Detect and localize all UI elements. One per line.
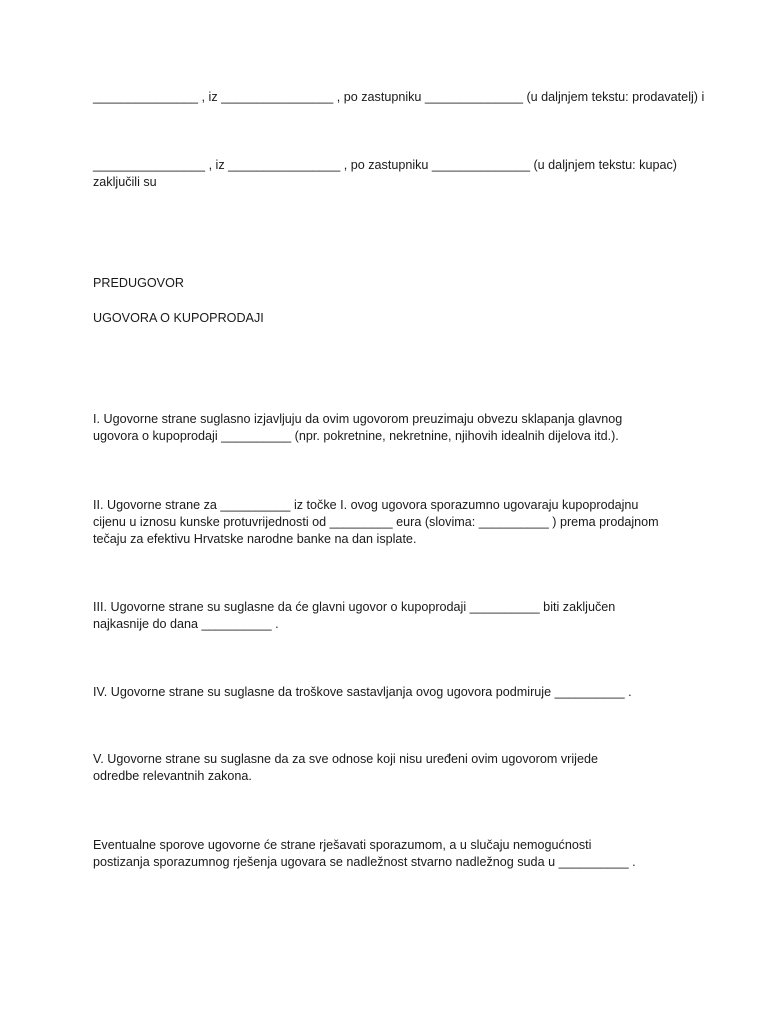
seller-party-paragraph (93, 89, 705, 106)
title-predugovor: PREDUGOVOR (93, 276, 184, 290)
article-5-line: odredbe relevantnih zakona. (93, 769, 252, 783)
disputes-paragraph (93, 837, 683, 871)
article-4-paragraph (93, 684, 683, 701)
concluded-line: zaključili su (93, 175, 157, 189)
article-5-line: V. Ugovorne strane su suglasne da za sve odnose koji nisu uređeni ovim ugovorom vrijede (93, 752, 598, 766)
buyer-party-paragraph (93, 157, 683, 191)
seller-party-line: _______________ , iz ________________ , po zastupniku ______________ (u daljnjem tekstu: prodavatelj) i (93, 90, 705, 104)
article-2-line: tečaju za efektivu Hrvatske narodne banke na dan isplate. (93, 532, 417, 546)
document-subtitle (93, 310, 683, 327)
article-3-paragraph (93, 599, 683, 633)
article-5-paragraph (93, 751, 683, 785)
article-2-line: cijenu u iznosu kunske protuvrijednosti od _________ eura (slovima: __________ ) prema prodajnom (93, 515, 659, 529)
document-title (93, 275, 683, 292)
title-ugovora-o-kupoprodaji: UGOVORA O KUPOPRODAJI (93, 311, 264, 325)
disputes-line: Eventualne sporove ugovorne će strane rješavati sporazumom, a u slučaju nemogućnosti (93, 838, 592, 852)
article-4-line: IV. Ugovorne strane su suglasne da troškove sastavljanja ovog ugovora podmiruje __________ . (93, 685, 632, 699)
article-1-line: I. Ugovorne strane suglasno izjavljuju da ovim ugovorom preuzimaju obvezu sklapanja glavnog (93, 412, 623, 426)
disputes-line: postizanja sporazumnog rješenja ugovara se nadležnost stvarno nadležnog suda u __________ . (93, 855, 636, 869)
article-1-line: ugovora o kupoprodaji __________ (npr. pokretnine, nekretnine, njihovih idealnih dijelova itd.). (93, 429, 619, 443)
article-2-paragraph (93, 497, 683, 548)
article-1-paragraph (93, 411, 683, 445)
article-3-line: najkasnije do dana __________ . (93, 617, 279, 631)
buyer-party-line: ________________ , iz ________________ , po zastupniku ______________ (u daljnjem tekstu: kupac) (93, 158, 677, 172)
article-2-line: II. Ugovorne strane za __________ iz točke I. ovog ugovora sporazumno ugovaraju kupoprodajnu (93, 498, 639, 512)
article-3-line: III. Ugovorne strane su suglasne da će glavni ugovor o kupoprodaji __________ biti zaključen (93, 600, 616, 614)
